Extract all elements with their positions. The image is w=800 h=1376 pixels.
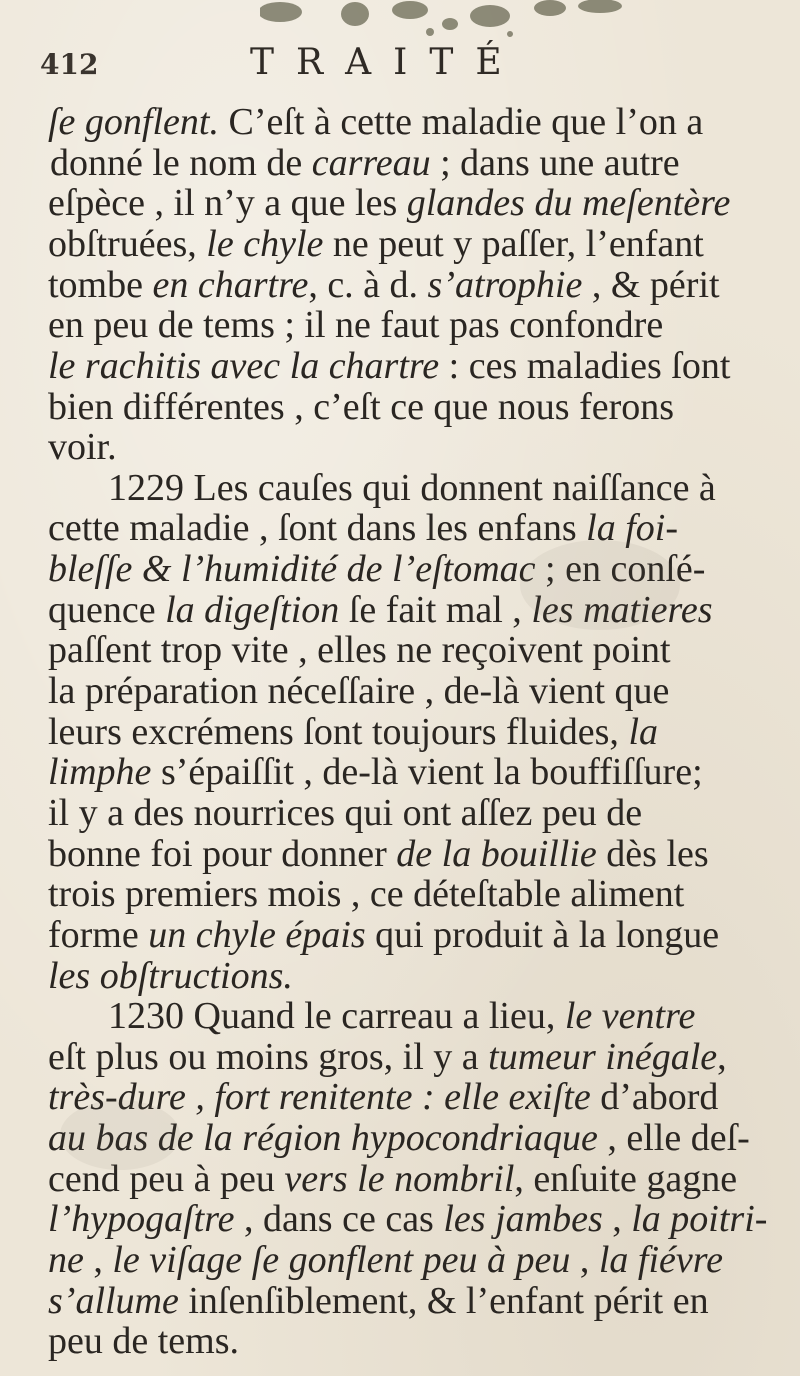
text-line: paſſent trop vite , elles ne reçoivent point <box>48 629 671 671</box>
text-line: donné le nom de carreau ; dans une autre <box>50 142 680 184</box>
text-line: quence la digeſtion ſe fait mal , les matieres <box>48 589 713 631</box>
page-number: 412 <box>40 48 99 81</box>
text-line: l’hypogaſtre , dans ce cas les jambes , la poitri- <box>48 1198 768 1240</box>
text-line: s’allume inſenſiblement, & l’enfant périt en <box>48 1280 709 1322</box>
text-line: cend peu à peu vers le nombril, enſuite gagne <box>48 1158 738 1200</box>
text-line: voir. <box>48 426 117 468</box>
text-line: eſpèce , il n’y a que les glandes du meſentère <box>48 182 731 224</box>
text-line: cette maladie , ſont dans les enfans la foi- <box>48 507 678 549</box>
text-line: bleſſe & l’humidité de l’eſtomac ; en conſé- <box>48 548 706 590</box>
running-title: TRAITÉ <box>250 42 524 83</box>
text-line: ne , le viſage ſe gonflent peu à peu , la fiévre <box>48 1239 723 1281</box>
text-line: 1230 Quand le carreau a lieu, le ventre <box>108 995 696 1037</box>
text-line: au bas de la région hypocondriaque , elle deſ- <box>48 1117 750 1159</box>
text-line: bonne foi pour donner de la bouillie dès les <box>48 833 709 875</box>
text-line: leurs excrémens ſont toujours fluides, la <box>48 711 658 753</box>
text-line: 1229 Les cauſes qui donnent naiſſance à <box>108 467 716 509</box>
paper-stain <box>520 540 680 630</box>
text-line: ſe gonflent. C’eſt à cette maladie que l’on a <box>48 101 704 143</box>
text-line: les obſtructions. <box>48 955 293 997</box>
paper-stain <box>60 1100 180 1170</box>
text-line: bien différentes , c’eſt ce que nous ferons <box>48 386 675 428</box>
running-head <box>40 42 760 90</box>
text-line: eſt plus ou moins gros, il y a tumeur inégale, <box>48 1036 727 1078</box>
text-line: la préparation néceſſaire , de-là vient que <box>48 670 670 712</box>
text-line: en peu de tems ; il ne faut pas confondre <box>48 304 664 346</box>
printers-ornament <box>260 0 640 42</box>
text-line: peu de tems. <box>48 1320 240 1362</box>
text-line: obſtruées, le chyle ne peut y paſſer, l’enfant <box>48 223 704 265</box>
text-line: tombe en chartre, c. à d. s’atrophie , & périt <box>48 264 720 306</box>
text-line: trois premiers mois , ce déteſtable aliment <box>48 873 685 915</box>
text-line: le rachitis avec la chartre : ces maladies ſont <box>48 345 731 387</box>
text-line: forme un chyle épais qui produit à la longue <box>48 914 720 956</box>
text-line: très-dure , fort renitente : elle exiſte d’abord <box>48 1076 719 1118</box>
text-line: il y a des nourrices qui ont aſſez peu de <box>48 792 643 834</box>
text-line: limphe s’épaiſſit , de-là vient la bouffiſſure; <box>48 751 703 793</box>
